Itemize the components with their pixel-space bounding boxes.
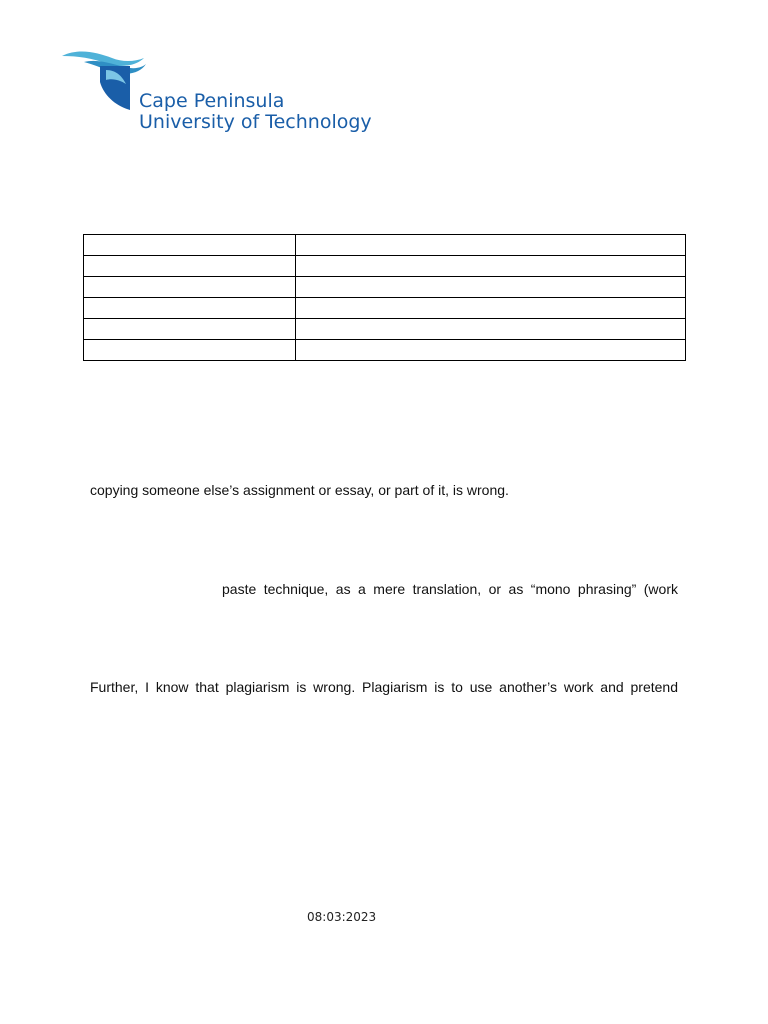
table-row bbox=[84, 277, 686, 298]
table-value-cell bbox=[296, 256, 686, 277]
university-name bbox=[139, 91, 372, 133]
table-label-cell bbox=[84, 256, 296, 277]
university-name-line1: Cape Peninsula bbox=[139, 90, 285, 112]
table-row bbox=[84, 340, 686, 361]
table-row bbox=[84, 298, 686, 319]
table-row bbox=[84, 256, 686, 277]
table-label-cell bbox=[84, 340, 296, 361]
table-value-cell bbox=[296, 235, 686, 256]
table-label-cell bbox=[84, 298, 296, 319]
declaration-text-2: paste technique, as a mere translation, or as “mono phrasing” (work bbox=[222, 581, 678, 597]
table-label-cell bbox=[84, 277, 296, 298]
declaration-text-3: Further, I know that plagiarism is wrong. Plagiarism is to use another’s work and pretend bbox=[90, 679, 678, 695]
table-value-cell bbox=[296, 277, 686, 298]
university-name-line2: University of Technology bbox=[139, 111, 372, 133]
declaration-text-1: copying someone else’s assignment or essay, or part of it, is wrong. bbox=[90, 482, 509, 498]
student-info-table bbox=[83, 234, 686, 361]
table-value-cell bbox=[296, 319, 686, 340]
cput-emblem-icon bbox=[60, 46, 150, 112]
table-row bbox=[84, 235, 686, 256]
table-label-cell bbox=[84, 235, 296, 256]
table-value-cell bbox=[296, 340, 686, 361]
university-logo bbox=[60, 46, 380, 141]
table-value-cell bbox=[296, 298, 686, 319]
table-row bbox=[84, 319, 686, 340]
table-label-cell bbox=[84, 319, 296, 340]
submission-date: 08:03:2023 bbox=[307, 910, 377, 924]
